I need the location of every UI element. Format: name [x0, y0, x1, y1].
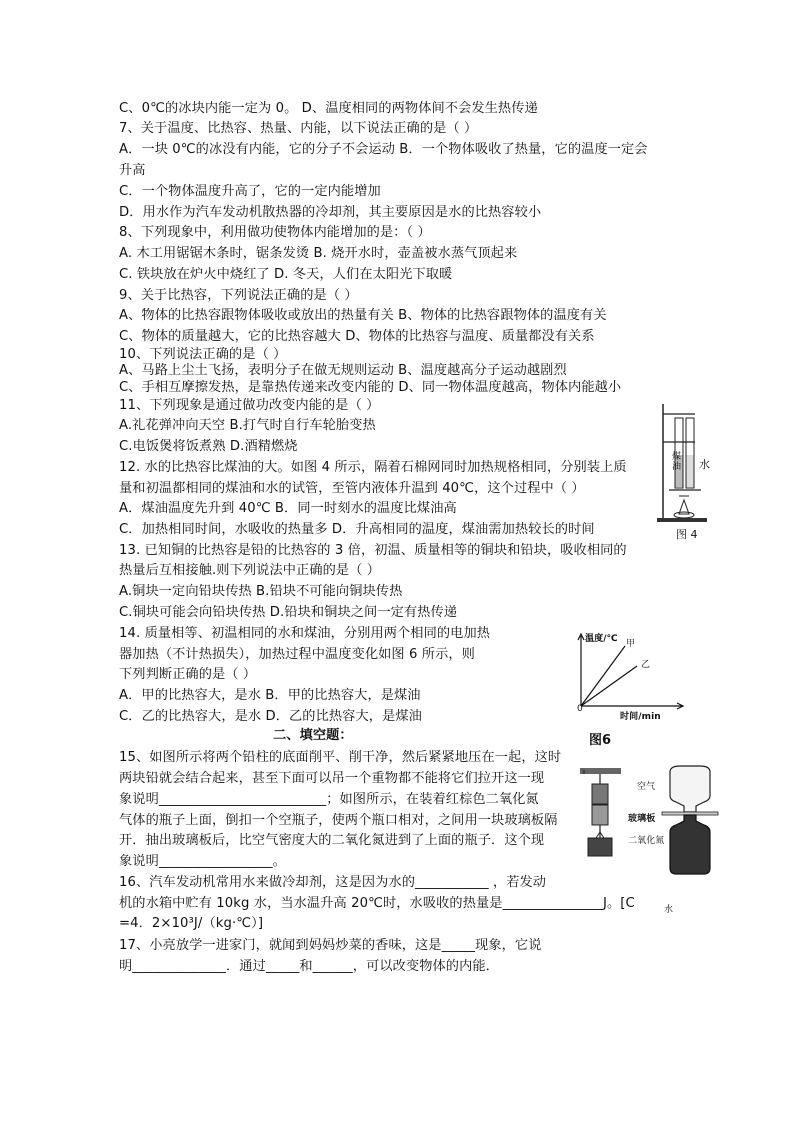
text-line: A.礼花弹冲向天空 B.打气时自行车轮胎变热	[119, 418, 376, 433]
figure-15-lead-cylinders	[578, 766, 623, 878]
c-water-subscript: 水	[664, 905, 674, 915]
figure-15-bottles	[660, 764, 720, 876]
text-line: C．乙的比热容大，是水 D．乙的比热容大，是煤油	[119, 709, 422, 724]
text-line: 象说明_________________。	[119, 854, 286, 869]
fig15-label-no2: 二氧化氮	[628, 836, 665, 846]
text-line: C、物体的质量越大，它的比热容越大 D、物体的比热容与温度、质量都没有关系	[119, 329, 595, 344]
question-14: 14. 质量相等、初温相同的水和煤油，分别用两个相同的电加热	[119, 626, 491, 641]
text-line: A. 木工用锯锯木条时，锯条发烫 B. 烧开水时，壶盖被水蒸气顶起来	[119, 246, 518, 261]
text-line: C．加热相同时间，水吸收的热量多 D．升高相同的温度，煤油需加热较长的时间	[119, 522, 595, 537]
section-title: 二、填空题：	[273, 728, 353, 743]
text-line: 两块铅就会结合起来，甚至下面可以吊一个重物都不能将它们拉开这一现	[119, 771, 545, 786]
text-line: A．一块 0℃的冰没有内能，它的分子不会运动 B．一个物体吸收了热量，它的温度一定会	[119, 142, 648, 157]
fig6-ylabel: 温度/℃	[585, 634, 618, 644]
figure-6-caption: 图6	[589, 733, 612, 748]
text-line: 器加热（不计热损失），加热过程中温度变化如图 6 所示，则	[119, 647, 475, 662]
text-line: C．一个物体温度升高了，它的一定内能增加	[119, 184, 381, 199]
question-8: 8、下列现象中，利用做功使物体内能增加的是：（ ）	[119, 225, 431, 240]
text-line: C.电饭煲将饭煮熟 D.酒精燃烧	[119, 439, 298, 454]
text-line: 机的水箱中贮有 10kg 水，当水温升高 20℃时，水吸收的热量是_______________J。[C	[119, 896, 635, 911]
fig4-label-kerosene: 煤油	[672, 452, 682, 472]
series-yi-line	[581, 666, 637, 706]
fig6-origin: 0	[577, 704, 583, 714]
text-line: 量和初温都相同的煤油和水的试管，至管内液体升温到 40℃，这个过程中（ ）	[119, 481, 585, 496]
question-17: 17、小亮放学一进家门，就闻到妈妈炒菜的香味，这是_____现象，它说	[119, 938, 542, 953]
series-jia-line	[581, 646, 625, 706]
question-13: 13. 已知铜的比热容是铅的比热容的 3 倍，初温、质量相等的铜块和铅块，吸收相同的	[119, 543, 627, 558]
text-line: =4．2×10³J/（kg·℃）]	[119, 916, 264, 931]
text-line: 象说明_________________________；如图所示，在装着红棕色二氧化氮	[119, 792, 539, 807]
question-7: 7、关于温度、比热容、热量、内能，以下说法正确的是（ ）	[119, 121, 478, 136]
question-10: 10、下列说法正确的是（ ）	[119, 347, 287, 362]
text-line: C、手相互摩擦发热，是靠热传递来改变内能的 D、同一物体温度越高，物体内能越小	[119, 380, 622, 395]
question-11: 11、下列现象是通过做功改变内能的是（ ）	[119, 398, 380, 413]
text-line: A．甲的比热容大，是水 B．甲的比热容大，是煤油	[119, 688, 421, 703]
text-line: 热量后互相接触.则下列说法中正确的是（ ）	[119, 563, 381, 578]
fig15-label-air: 空气	[637, 782, 656, 792]
text-line: C. 铁块放在炉火中烧红了 D. 冬天，人们在太阳光下取暖	[119, 267, 453, 282]
text-line: A.铜块一定向铅块传热 B.铅块不可能向铜块传热	[119, 584, 403, 599]
text-line: A、物体的比热容跟物体吸收或放出的热量有关 B、物体的比热容跟物体的温度有关	[119, 308, 607, 323]
fig4-label-water: 水	[699, 458, 711, 471]
question-15: 15、如图所示将两个铅柱的底面削平、削干净，然后紧紧地压在一起，这时	[119, 750, 562, 765]
text-line: 开．抽出玻璃板后，比空气密度大的二氧化氮进到了上面的瓶子．这个现	[119, 833, 545, 848]
fig6-xlabel: 时间/min	[620, 712, 661, 722]
text-line: 气体的瓶子上面，倒扣一个空瓶子，使两个瓶口相对，之间用一块玻璃板隔	[119, 813, 558, 828]
question-12: 12. 水的比热容比煤油的大。如图 4 所示，隔着石棉网同时加热规格相同，分别装上质	[119, 460, 627, 475]
text-line: C.铜块可能会向铅块传热 D.铅块和铜块之间一定有热传递	[119, 605, 458, 620]
text-line: A、马路上尘土飞扬，表明分子在做无规则运动 B、温度越高分子运动越剧烈	[119, 363, 567, 378]
text-line: C、0℃的冰块内能一定为 0。 D、温度相同的两物体间不会发生热传递	[119, 101, 538, 116]
fig6-series-jia: 甲	[626, 639, 636, 649]
figure-4-caption: 图 4	[676, 528, 698, 541]
question-9: 9、关于比热容，下列说法正确的是（ ）	[119, 288, 358, 303]
fig15-label-glass: 玻璃板	[628, 814, 656, 824]
fig6-series-yi: 乙	[641, 660, 651, 670]
text-line: 下列判断正确的是（ ）	[119, 667, 257, 682]
text-line: D．用水作为汽车发动机散热器的冷却剂，其主要原因是水的比热容较小	[119, 205, 542, 220]
text-line: A．煤油温度先升到 40℃ B．同一时刻水的温度比煤油高	[119, 501, 457, 516]
text-line: 明______________．通过_____和______，可以改变物体的内能．	[119, 959, 499, 974]
question-16: 16、汽车发动机常用水来做冷却剂，这是因为水的___________ ，若发动	[119, 875, 547, 890]
text-line: 升高	[119, 163, 146, 178]
